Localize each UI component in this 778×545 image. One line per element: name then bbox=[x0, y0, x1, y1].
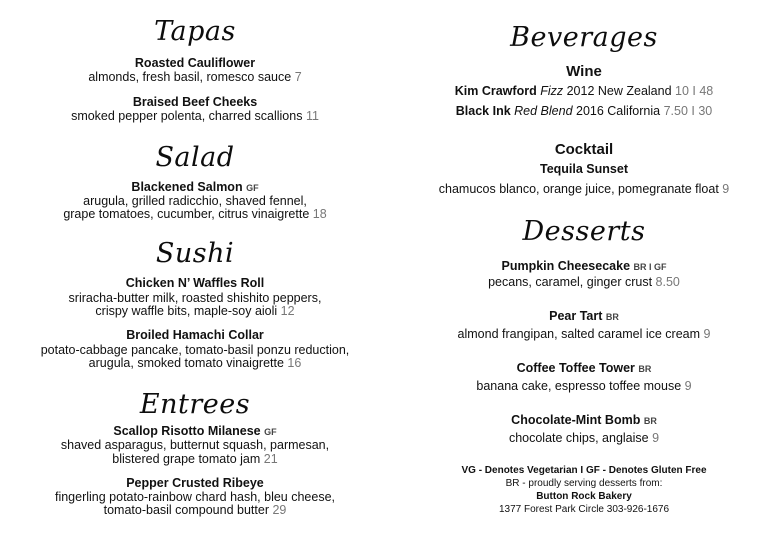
entrees-heading: Entrees bbox=[139, 389, 251, 420]
desserts-heading: Desserts bbox=[522, 216, 646, 247]
bakery-name: Button Rock Bakery bbox=[536, 491, 632, 502]
entrees-item-desc: shaved asparagus, butternut squash, parmesan, bbox=[60, 438, 330, 452]
wine-item: Black Ink Red Blend 2016 California 7.50 I 30 bbox=[455, 104, 713, 118]
legend-line: VG - Denotes Vegetarian I GF - Denotes Gluten Free bbox=[461, 465, 707, 476]
salad-item-name: Blackened Salmon GF bbox=[131, 180, 259, 194]
sushi-item-name: Broiled Hamachi Collar bbox=[126, 328, 264, 342]
wine-item: Kim Crawford Fizz 2012 New Zealand 10 I 48 bbox=[454, 84, 714, 98]
salad-heading: Salad bbox=[155, 142, 235, 173]
dessert-item-desc: chocolate chips, anglaise 9 bbox=[508, 431, 660, 445]
dessert-item-desc: banana cake, espresso toffee mouse 9 bbox=[476, 379, 692, 393]
dessert-item-name: Pear Tart BR bbox=[549, 309, 619, 323]
beverages-heading: Beverages bbox=[510, 22, 658, 53]
wine-subheading: Wine bbox=[566, 63, 602, 80]
entrees-item-name: Scallop Risotto Milanese GF bbox=[113, 424, 277, 438]
tapas-item-name: Roasted Cauliflower bbox=[134, 56, 256, 70]
entrees-item-desc: tomato-basil compound butter 29 bbox=[103, 503, 287, 517]
dessert-item-name: Coffee Toffee Tower BR bbox=[516, 361, 652, 375]
tapas-item-name: Braised Beef Cheeks bbox=[132, 95, 258, 109]
sushi-item-desc: potato-cabbage pancake, tomato-basil ponzu reduction, bbox=[40, 343, 350, 357]
sushi-item-desc: arugula, smoked tomato vinaigrette 16 bbox=[88, 356, 302, 370]
legend-line: BR - proudly serving desserts from: bbox=[505, 478, 663, 489]
dessert-item-desc: pecans, caramel, ginger crust 8.50 bbox=[488, 275, 680, 289]
dessert-item-name: Pumpkin Cheesecake BR I GF bbox=[501, 259, 667, 273]
salad-item-desc: arugula, grilled radicchio, shaved fennel, bbox=[83, 194, 307, 208]
sushi-item-desc: sriracha-butter milk, roasted shishito peppers, bbox=[68, 291, 322, 305]
sushi-item-name: Chicken N’ Waffles Roll bbox=[125, 276, 265, 290]
cocktail-subheading: Cocktail bbox=[554, 141, 614, 158]
tapas-item-desc: almonds, fresh basil, romesco sauce 7 bbox=[88, 70, 302, 84]
entrees-item-desc: fingerling potato-rainbow chard hash, bleu cheese, bbox=[54, 490, 336, 504]
cocktail-item-name: Tequila Sunset bbox=[540, 162, 628, 176]
dessert-item-name: Chocolate-Mint Bomb BR bbox=[511, 413, 657, 427]
tapas-item-desc: smoked pepper polenta, charred scallions 11 bbox=[71, 109, 319, 123]
dessert-item-desc: almond frangipan, salted caramel ice cream 9 bbox=[457, 327, 711, 341]
sushi-heading: Sushi bbox=[155, 238, 235, 269]
tapas-heading: Tapas bbox=[154, 16, 236, 47]
entrees-item-name: Pepper Crusted Ribeye bbox=[126, 476, 264, 490]
sushi-item-desc: crispy waffle bits, maple-soy aioli 12 bbox=[95, 304, 295, 318]
bakery-address: 1377 Forest Park Circle 303-926-1676 bbox=[498, 504, 670, 515]
cocktail-item-desc: chamucos blanco, orange juice, pomegranate float 9 bbox=[438, 182, 730, 196]
entrees-item-desc: blistered grape tomato jam 21 bbox=[112, 452, 278, 466]
salad-item-desc: grape tomatoes, cucumber, citrus vinaigrette 18 bbox=[63, 207, 327, 221]
